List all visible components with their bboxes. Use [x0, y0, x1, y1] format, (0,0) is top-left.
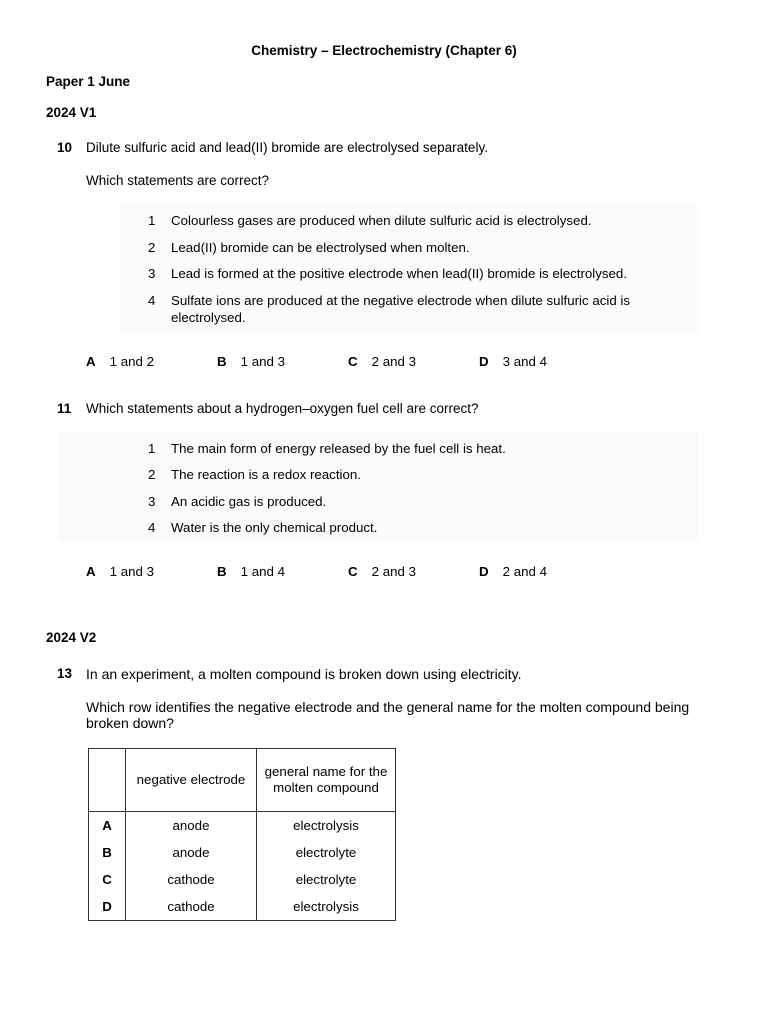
- q11-statement-number: 1: [148, 441, 156, 456]
- q13-prompt: Which row identifies the negative electrode and the general name for the molten compound being broken down?: [86, 699, 690, 731]
- row-electrode: anode: [126, 839, 257, 866]
- q10-statement-text: Sulfate ions are produced at the negative electrode when dilute sulfuric acid is electrolysed.: [171, 293, 631, 325]
- row-electrode: cathode: [126, 866, 257, 893]
- q10-number: 10: [57, 140, 73, 155]
- q11-statement-number: 2: [148, 467, 156, 482]
- q10-option-c[interactable]: C 2 and 3: [348, 354, 416, 369]
- q11-option-d[interactable]: D 2 and 4: [479, 564, 547, 579]
- q13-number: 13: [57, 666, 73, 681]
- row-name: electrolysis: [257, 893, 396, 921]
- q10-statement-number: 1: [148, 213, 156, 228]
- row-name: electrolyte: [257, 839, 396, 866]
- q11-statement-number: 4: [148, 520, 156, 535]
- row-electrode: cathode: [126, 893, 257, 921]
- q10-statement-text: Colourless gases are produced when dilute sulfuric acid is electrolysed.: [171, 213, 592, 228]
- q11-statement-text: Water is the only chemical product.: [171, 520, 378, 535]
- document-title: Chemistry – Electrochemistry (Chapter 6): [251, 43, 517, 58]
- q11-number: 11: [57, 401, 72, 416]
- q11-option-a[interactable]: A 1 and 3: [86, 564, 154, 579]
- table-header-electrode: negative electrode: [126, 749, 257, 812]
- table-row[interactable]: [89, 893, 396, 921]
- q11-statements-box: [58, 432, 698, 542]
- row-name: electrolysis: [257, 812, 396, 840]
- q13-answer-table: [88, 748, 396, 921]
- q11-statement-text: An acidic gas is produced.: [171, 494, 327, 509]
- q11-text: Which statements about a hydrogen–oxygen fuel cell are correct?: [86, 401, 479, 416]
- row-key: D: [89, 893, 126, 921]
- row-key: C: [89, 866, 126, 893]
- table-header-blank: [89, 749, 126, 812]
- q10-text: Dilute sulfuric acid and lead(II) bromide are electrolysed separately.: [86, 140, 488, 155]
- table-header-name: general name for the molten compound: [257, 749, 396, 812]
- q11-statement-text: The main form of energy released by the fuel cell is heat.: [171, 441, 506, 456]
- q10-statement-number: 2: [148, 240, 156, 255]
- section-version-v1: 2024 V1: [46, 105, 97, 120]
- table-row[interactable]: [89, 839, 396, 866]
- table-row[interactable]: [89, 866, 396, 893]
- row-key: A: [89, 812, 126, 840]
- q10-statement-number: 3: [148, 266, 156, 281]
- section-paper: Paper 1 June: [46, 74, 131, 89]
- q11-option-c[interactable]: C 2 and 3: [348, 564, 416, 579]
- q10-statements-box: [120, 205, 700, 333]
- q10-option-b[interactable]: B 1 and 3: [217, 354, 285, 369]
- row-key: B: [89, 839, 126, 866]
- q13-text: In an experiment, a molten compound is broken down using electricity.: [86, 666, 522, 682]
- q11-statement-text: The reaction is a redox reaction.: [171, 467, 361, 482]
- q11-option-b[interactable]: B 1 and 4: [217, 564, 285, 579]
- row-name: electrolyte: [257, 866, 396, 893]
- q10-statement-text: Lead is formed at the positive electrode when lead(II) bromide is electrolysed.: [171, 266, 628, 281]
- row-electrode: anode: [126, 812, 257, 840]
- section-version-v2: 2024 V2: [46, 630, 97, 645]
- table-row[interactable]: [89, 812, 396, 840]
- q10-prompt: Which statements are correct?: [86, 173, 270, 188]
- q10-statement-number: 4: [148, 293, 156, 308]
- q11-statement-number: 3: [148, 494, 156, 509]
- q10-option-d[interactable]: D 3 and 4: [479, 354, 547, 369]
- q10-statement-text: Lead(II) bromide can be electrolysed when molten.: [171, 240, 470, 255]
- q10-option-a[interactable]: A 1 and 2: [86, 354, 154, 369]
